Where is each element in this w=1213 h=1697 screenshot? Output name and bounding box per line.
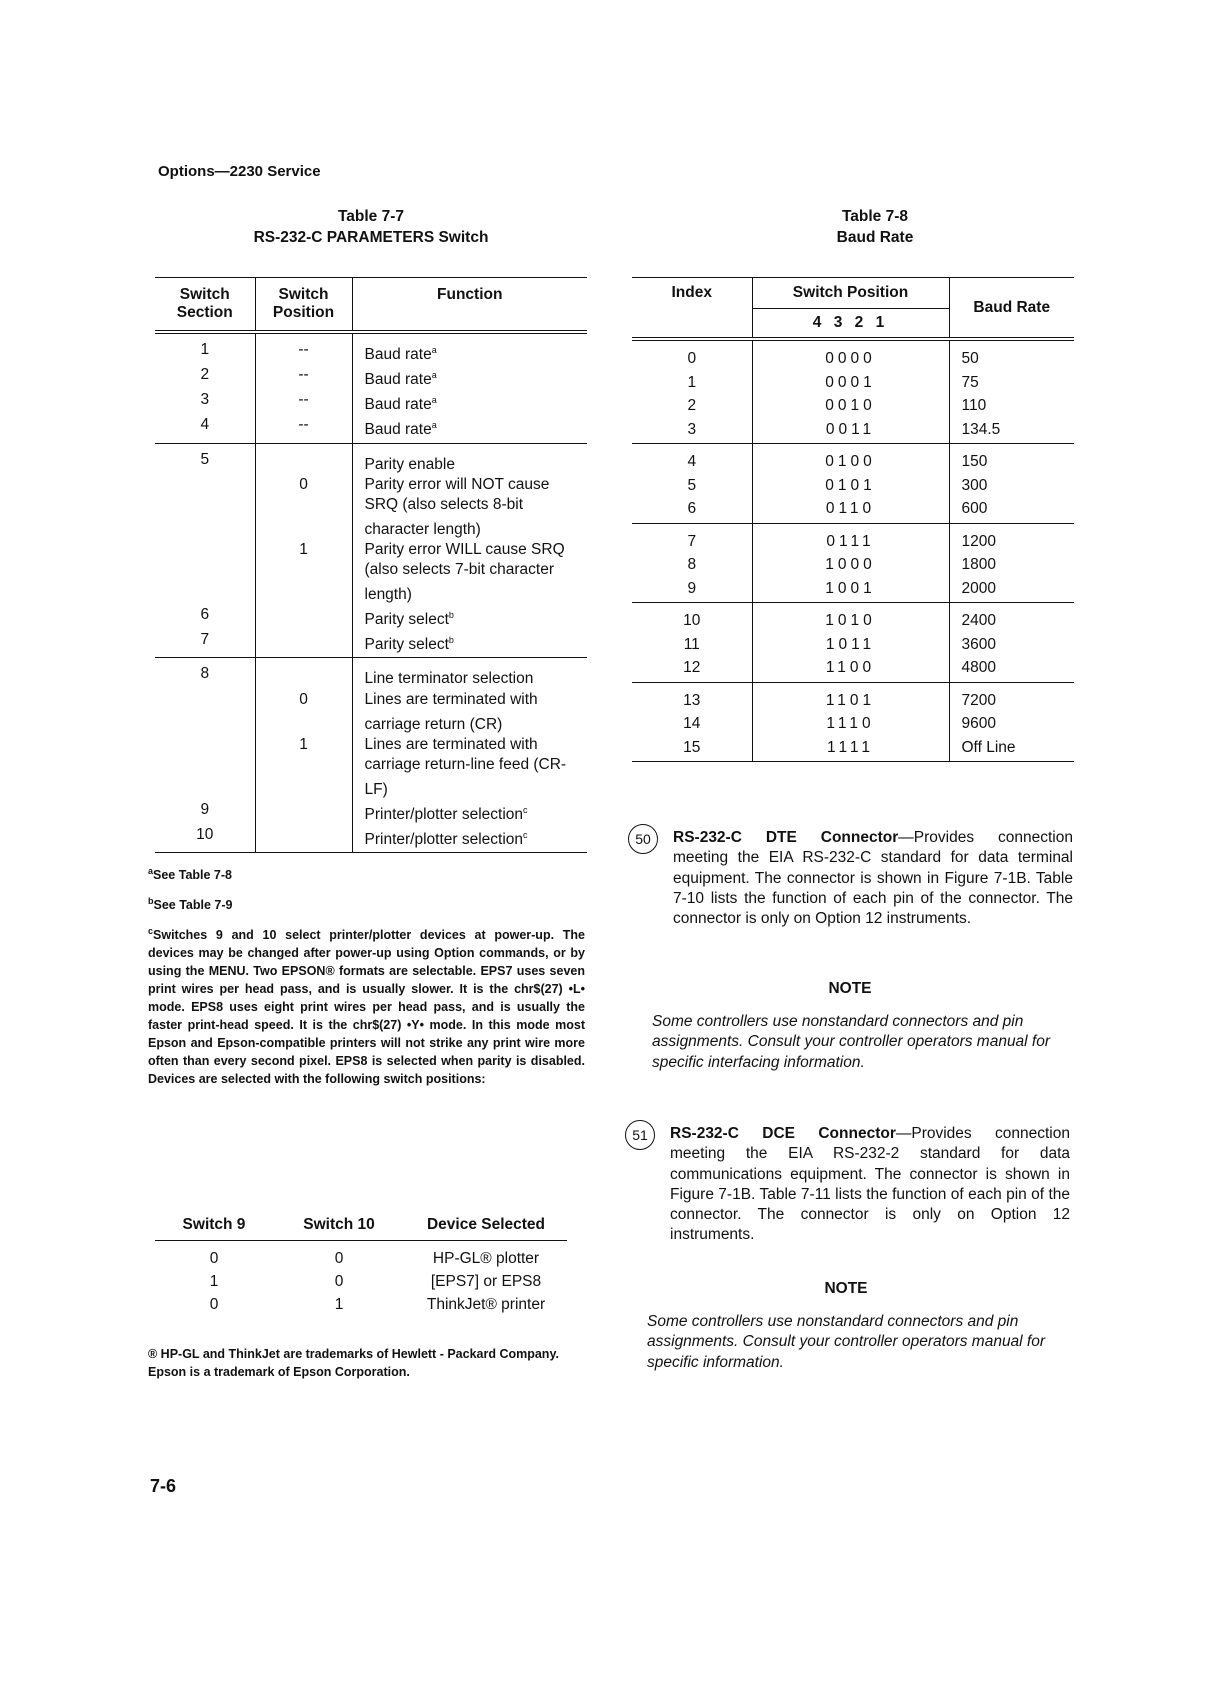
- header-function: Function: [352, 278, 587, 333]
- header-switch-section: Switch Section: [155, 278, 255, 333]
- table-row: 10 1010 2400: [632, 603, 1074, 633]
- table-row: 0 1 ThinkJet® printer: [209, 1296, 546, 1313]
- table-row: 7 Parity select$^b$: [155, 630, 587, 658]
- header-index: Index: [632, 278, 752, 340]
- table-row: 13 1101 7200: [632, 682, 1074, 712]
- table-row: 5 0101 300: [632, 474, 1074, 498]
- table-row: 10 Printer/plotter selection$^c$: [155, 825, 587, 853]
- note-1-text: Some controllers use nonstandard connectors and pin assignments. Consult your controller operators manual for specific interfacing information.: [652, 1013, 1051, 1071]
- table-row: 0 0 HP-GL® plotter: [209, 1250, 540, 1267]
- header-switch-position: Switch Position: [255, 278, 352, 333]
- table-row: 11 1011 3600: [632, 633, 1074, 657]
- table-row: 12 1100 4800: [632, 656, 1074, 682]
- table-row: 1 Parity error WILL cause SRQ (also selects 7-bit character length): [155, 540, 587, 605]
- table-row: 1 -- Baud rate$^a$: [155, 332, 587, 365]
- table-7-7-caption: [155, 206, 587, 248]
- page-number: 7-6: [150, 1476, 177, 1496]
- table-7-8-caption: [790, 206, 960, 248]
- footnote-c: $^c$Switches 9 and 10 select printer/plotter devices at power-up. The devices may be changed after power-up using Option commands, or by using the MENU. Two EPSON® formats are selectable. EPS7 uses seven print wires per head pass, and is usually slower. It is the chr$(27) •L• mode. EPS8 uses eight print wires per head pass, and is usually the faster print-head speed. It is the chr$(27) •Y• mode. In this mode most Epson and Epson-compatible printers will not strike any print wire more often than every second pixel. EPS8 is selected when parity is disabled. Devices are selected with the following switch positions:: [148, 926, 585, 1087]
- footnote-a: $^a$See Table 7-8: [148, 866, 232, 883]
- table-row: 7 0111 1200: [632, 523, 1074, 553]
- note-2-heading: NOTE: [824, 1280, 868, 1297]
- table-row: 3 0011 134.5: [632, 418, 1074, 444]
- table-row: 0 Parity error will NOT cause SRQ (also selects 8-bit character length): [155, 475, 587, 540]
- table-7-8-title: Baud Rate: [836, 229, 914, 246]
- callout-51: 51: [625, 1120, 655, 1150]
- table-row: 14 1110 9600: [632, 712, 1074, 736]
- table-row: 1 0001 75: [632, 371, 1074, 395]
- table-row: 1 Lines are terminated with carriage return-line feed (CR-LF): [155, 735, 587, 800]
- table-row: 2 0010 110: [632, 394, 1074, 418]
- table-row: 1 0 [EPS7] or EPS8: [209, 1273, 542, 1290]
- header-baud-rate: Baud Rate: [949, 278, 1074, 340]
- table-7-8: [632, 277, 1074, 762]
- table-row: 3 -- Baud rate$^a$: [155, 390, 587, 415]
- table-row: 0 0000 50: [632, 339, 1074, 371]
- item-50-paragraph: RS-232-C DTE Connector—Provides connection meeting the EIA RS-232-C standard for data terminal equipment. The connector is shown in Figure 7-1B. Table 7-10 lists the function of each pin of the connector. The connector is only on Option 12 instruments.: [673, 829, 1073, 928]
- table-row: 8 1000 1800: [632, 553, 1074, 577]
- header-device-selected: Device Selected: [405, 1210, 567, 1241]
- header-switch-position: Switch Position: [752, 278, 949, 309]
- table-row: 4 0100 150: [632, 444, 1074, 474]
- table-7-7-title: RS-232-C PARAMETERS Switch: [253, 229, 489, 246]
- table-7-7: [155, 277, 587, 853]
- header-switch-10: Switch 10: [273, 1210, 405, 1241]
- header-switch-9: Switch 9: [155, 1210, 273, 1241]
- note-1-heading: NOTE: [828, 980, 872, 997]
- footnote-b: $^b$See Table 7-9: [148, 896, 233, 913]
- table-row: 15 1111 Off Line: [632, 736, 1074, 762]
- header-bits: 4 3 2 1: [752, 309, 949, 340]
- footnotes: [148, 862, 585, 1096]
- table-row: 5 Parity enable: [155, 443, 587, 475]
- table-7-8-number: Table 7-8: [841, 208, 909, 225]
- item-51-paragraph: RS-232-C DCE Connector—Provides connection meeting the EIA RS-232-2 standard for data communications equipment. The connector is shown in Figure 7-1B. Table 7-11 lists the function of each pin of the connector. The connector is only on Option 12 instruments.: [670, 1125, 1070, 1244]
- trademark-note: ® HP-GL and ThinkJet are trademarks of Hewlett - Packard Company. Epson is a trademark of Epson Corporation.: [148, 1347, 559, 1379]
- callout-50: 50: [628, 824, 658, 854]
- table-row: 0 Lines are terminated with carriage return (CR): [155, 690, 587, 735]
- table-row: 9 1001 2000: [632, 577, 1074, 603]
- table-row: 6 0110 600: [632, 497, 1074, 523]
- table-7-7-number: Table 7-7: [337, 208, 405, 225]
- item-50-title: RS-232-C DTE Connector: [673, 829, 899, 846]
- table-row: 6 Parity select$^b$: [155, 605, 587, 630]
- table-row: 9 Printer/plotter selection$^c$: [155, 800, 587, 825]
- table-row: 4 -- Baud rate$^a$: [155, 415, 587, 443]
- item-51-title: RS-232-C DCE Connector: [670, 1125, 896, 1142]
- page-header: Options—2230 Service: [158, 163, 321, 180]
- table-row: 8 Line terminator selection: [155, 658, 587, 690]
- note-2-text: Some controllers use nonstandard connectors and pin assignments. Consult your controller operators manual for specific information.: [647, 1313, 1046, 1371]
- table-row: 2 -- Baud rate$^a$: [155, 365, 587, 390]
- device-select-table: [155, 1210, 567, 1316]
